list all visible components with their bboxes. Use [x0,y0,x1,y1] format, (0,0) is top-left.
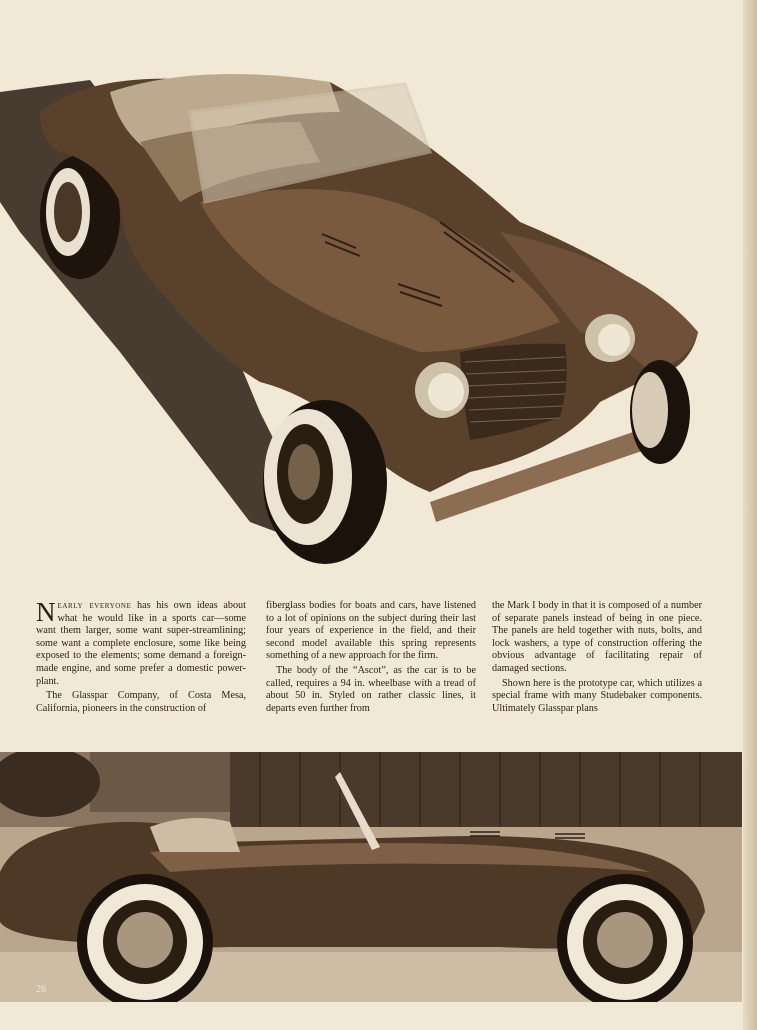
paragraph: fiberglass bodies for boats and cars, have listened to a lot of opinions on the subject during their last four years of experience in the field, and their second model available this spring represents something of a new approach for the firm. [266,600,476,662]
lead-in: early everyone [57,600,132,611]
page-number: 26 [36,984,46,995]
article-column-1 [36,597,246,717]
paragraph-text: has his own ideas about what he would like in a sports car—some want them larger, some want super-streamlining; some want a complete enclosure, some like being exposed to the elements; some demand a foreign-made engine, and some prefer a domestic power-plant. [36,600,246,687]
car-photo-front-view [0,52,705,572]
article-column-3 [492,600,702,717]
article-column-2 [266,600,476,717]
page-edge [743,0,757,1030]
car-photo-side-view [0,752,742,1002]
paragraph: The body of the “Ascot”, as the car is to be called, requires a 94 in. wheelbase with a tread of about 50 in. Styled on rather classic lines, it departs even further from [266,664,476,714]
drop-cap: N [36,597,56,627]
paragraph: The Glasspar Company, of Costa Mesa, California, pioneers in the construction of [36,690,246,714]
paragraph [36,597,246,688]
paragraph: the Mark I body in that it is composed of a number of separate panels instead of being in one piece. The panels are held together with nuts, bolts, and lock washers, a type of construction offering the obvious advantage of facilitating repair of damaged sections. [492,600,702,674]
paragraph: Shown here is the prototype car, which utilizes a special frame with many Studebaker components. Ultimately Glasspar plans [492,677,702,714]
